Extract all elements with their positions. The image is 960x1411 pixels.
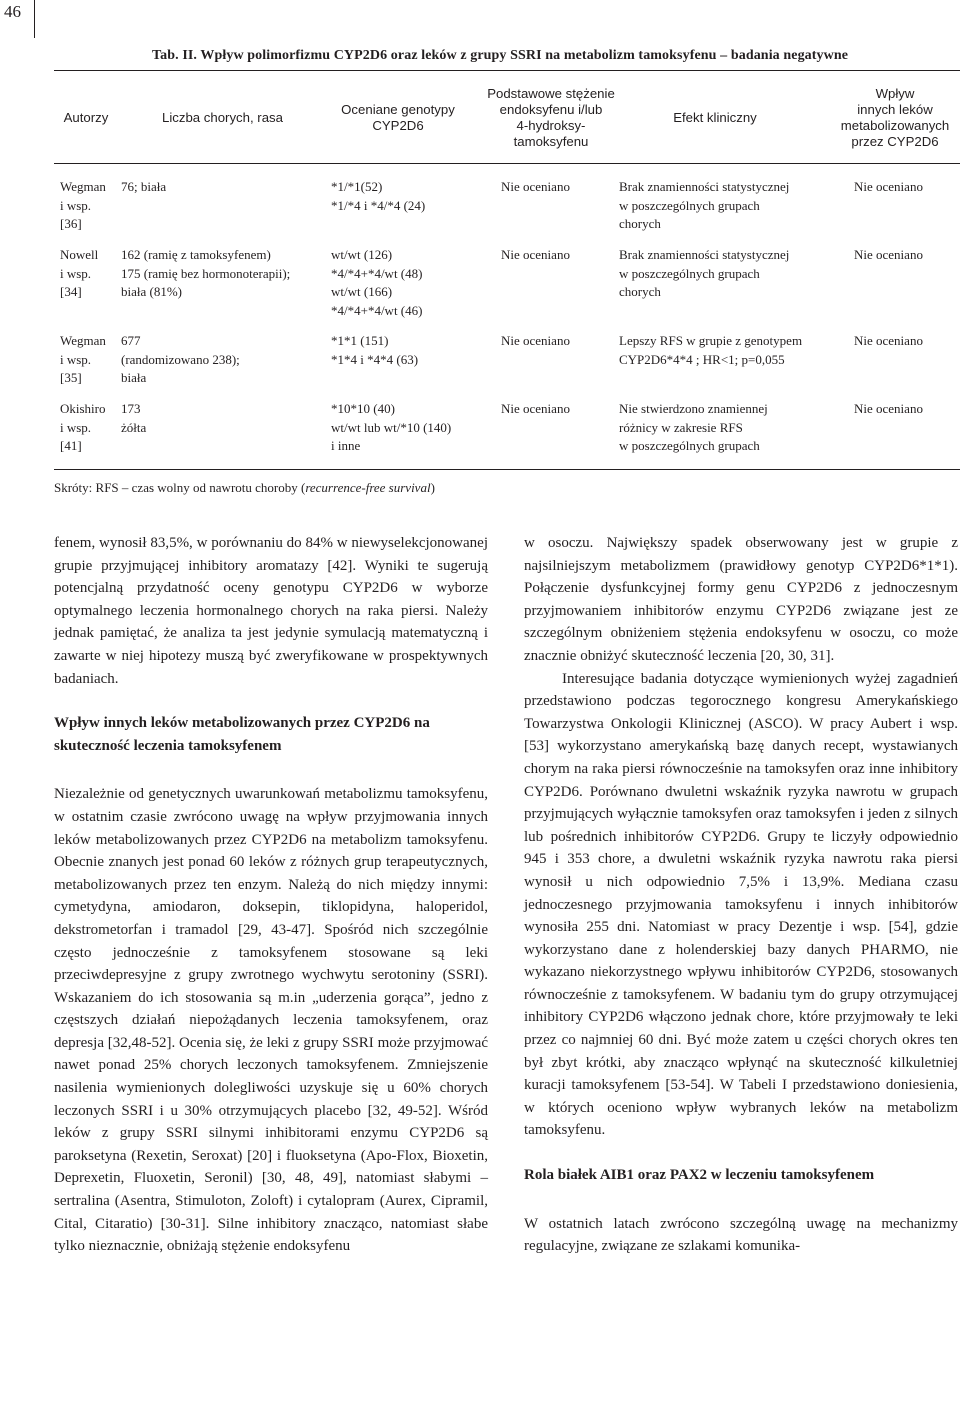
header-authors (58, 110, 114, 126)
cell-effect (619, 400, 768, 456)
spacer (524, 1142, 958, 1164)
cell-genotypes-line: *1/*4 i *4/*4 (24) (331, 197, 426, 213)
cell-authors-line: i wsp. (60, 265, 92, 281)
header-line: CYP2D6 (372, 118, 424, 133)
right-text-column (524, 532, 958, 1258)
spacer (54, 690, 488, 712)
header-line: Oceniane genotypy (341, 102, 455, 117)
cell-patients (121, 400, 146, 437)
cell-patients (121, 246, 290, 302)
cell-authors-line: [36] (60, 216, 82, 231)
cell-authors-line: i wsp. (60, 197, 92, 213)
header-line: przez CYP2D6 (851, 134, 939, 149)
cell-patients-line: (randomizowano 238); (121, 351, 240, 367)
table-title: Tab. II. Wpływ polimorfizmu CYP2D6 oraz leków z grupy SSRI na metabolizm tamoksyfenu – badania negatywne (152, 48, 849, 63)
footnote-italic: recurrence-free survival (305, 480, 431, 495)
footnote-text: Skróty: RFS – czas wolny od nawrotu choroby ( (54, 480, 306, 495)
cell-patients-line: 173 (121, 401, 141, 416)
cell-authors-line: Wegman (60, 179, 106, 194)
cell-genotypes-line: *1*4 i *4*4 (63) (331, 351, 419, 367)
header-line: innych leków (857, 102, 933, 117)
header-line: metabolizowanych (840, 118, 950, 133)
header-line: Efekt kliniczny (673, 110, 757, 125)
cell-authors-line: Wegman (60, 333, 106, 348)
table-top-rule (54, 70, 960, 71)
cell-genotypes-line: *1*1 (151) (331, 333, 389, 348)
header-line: Autorzy (63, 110, 109, 125)
cell-concentration (501, 332, 570, 351)
cell-authors (60, 178, 106, 234)
paragraph: Niezależnie od genetycznych uwarunkowań metabolizmu tamoksyfenu, w ostatnim czasie zwrócono uwagę na wpływ przyjmowania innych leków metabolizowanych przez CYP2D6 na metabolizm tamoksyfenu. Obecnie znanych jest ponad 60 leków z różnych grup terapeutycznych, metabolizowanych przez ten enzym. Należą do nich między innymi: cymetydyna, amiodaron, doksepin, tiklopidyna, haloperidol, dekstrometorfan i tramadol [29, 43-47]. Spośród nich szczególnie często jednocześnie z tamoksyfenem stosowane są leki przeciwdepresyjne z grupy zwrotnego wychwytu serotoniny (SSRI). Wskazaniem do ich stosowania są m.in „uderzenia gorąca”, jedno z częstszych działań niepożądanych leczenia tamoksyfenem, oraz depresja [32,48-52]. Ocenia się, że leki z grupy SSRI może przyjmować nawet ponad 25% chorych leczonych tamoksyfenem. Zmniejszenie nasilenia wymienionych dolegliwości uzyskuje się u 60% chorych leczonych SSRI i u 30% otrzymujących placebo [32, 49-52]. Wśród leków z grupy SSRI silnymi inhibitorami enzymu CYP2D6 są paroksetyna (Rexetin, Seroxat) [20] i fluoksetyna (Apo-Flox, Bioxetin, Deprexetin, Fluoxetin, Seronil) [30, 48, 49], natomiast słabymi – sertralina (Asentra, Stimuloton, Zoloft) i cytalopram (Aurex, Cipramil, Cital, Citaratio) [30-31]. Silne inhibitory znacząco, natomiast słabe tylko nieznacznie, obniżają stężenie endoksyfenu (54, 786, 488, 1255)
cell-patients-line: biała (121, 370, 147, 385)
cell-effect-line: Brak znamienności statystycznej (619, 179, 790, 194)
cell-authors-line: i wsp. (60, 351, 92, 367)
header-line: Podstawowe stężenie (487, 86, 615, 101)
cell-effect (619, 246, 789, 302)
cell-other (854, 246, 923, 265)
cell-effect-line: chorych (619, 284, 661, 299)
header-patients (150, 110, 295, 126)
header-line: Wpływ (875, 86, 915, 101)
cell-authors-line: Okishiro (60, 401, 106, 416)
cell-authors-line: Nowell (60, 247, 99, 262)
cell-patients (121, 178, 166, 197)
cell-effect (619, 332, 802, 369)
page-number: 46 (4, 2, 21, 21)
header-line: Liczba chorych, rasa (162, 110, 283, 125)
cell-patients-line: 677 (121, 333, 141, 348)
cell-patients-line: 76; biała (121, 179, 167, 194)
cell-effect (619, 178, 789, 234)
cell-effect-line: Lepszy RFS w grupie z genotypem (619, 333, 803, 348)
cell-other-line: Nie oceniano (854, 247, 923, 262)
cell-other-line: Nie oceniano (854, 333, 923, 348)
cell-effect-line: różnicy w zakresie RFS (619, 419, 743, 435)
cell-concentration (501, 178, 570, 197)
paragraph: w osoczu. Największy spadek obserwowany jest w grupie z najsilniejszym metabolizmem (prawidłowy genotyp CYP2D6*1*1). Połączenie dysfunkcyjnej formy genu CYP2D6 z jednoczesnym przyjmowaniem inhibitorów enzymu CYP2D6 związane jest ze szczególnym obniżeniem stężenia endoksyfenu w osoczu, co może znacznie obniżyć skuteczność leczenia [20, 30, 31]. (524, 535, 958, 664)
cell-effect-line: chorych (619, 216, 661, 231)
header-other-drugs (830, 86, 960, 150)
table-bottom-rule (54, 469, 960, 470)
cell-concentration-line: Nie oceniano (501, 247, 570, 262)
cell-genotypes (331, 178, 425, 215)
header-line: endoksyfenu i/lub (499, 102, 603, 117)
cell-authors (60, 246, 98, 302)
section-heading: Rola białek AIB1 oraz PAX2 w leczeniu tamoksyfenem (524, 1167, 875, 1184)
cell-other-line: Nie oceniano (854, 179, 923, 194)
table-header-rule (54, 163, 960, 164)
cell-patients-line: 175 (ramię bez hormonoterapii); (121, 265, 291, 281)
cell-genotypes-line: *4/*4+*4/wt (46) (331, 302, 423, 318)
cell-effect-line: CYP2D6*4*4 ; HR<1; p=0,055 (619, 351, 785, 367)
cell-concentration-line: Nie oceniano (501, 333, 570, 348)
cell-genotypes (331, 400, 451, 456)
paragraph: Interesujące badania dotyczące wymienionych wyżej zagadnień przedstawiono podczas tegorocznego kongresu Amerykańskiego Towarzystwa Onkologii Klinicznej (ASCO). W pracy Aubert i wsp. [53] wykorzystano amerykańską bazę danych recept, wystawianych chorym na raka piersi równocześnie na tamoksyfen oraz inne inhibitory CYP2D6. Porównano dwuletni wskaźnik ryzyka nawrotu w grupach przyjmujących wyłącznie tamoksyfen oraz tamoksyfen i jeden z silnych lub pośrednich inhibitorów CYP2D6. Grupy te liczyły odpowiednio 945 i 353 chore, a dwuletni wskaźnik ryzyka nawrotu raka piersi wynosił u nich odpowiednio 7,5% i 13,9%. Mediana czasu jednoczesnego przyjmowania tamoksyfenu i innych inhibitorów wynosiła 255 dni. Natomiast w pracy Dezentje i wsp. [54], gdzie wykorzystano dane z holenderskiej bazy danych PHARMO, nie wykazano niekorzystnego wpływu inhibitorów CYP2D6, stosowanych równocześnie z tamoksyfenem. W badaniu tym do grupy otrzymującej inhibitory CYP2D6 włączono jednak chore, które przyjmowały te leki przez co najmniej 60 dni. Być może zatem u części chorych okres ten był zbyt krótki, aby znacząco wpłynąć na skuteczność kilkuletniej kuracji tamoksyfenem [53-54]. W Tabeli I przedstawiono doniesienia, w których oceniono wpływ wybranych leków na metabolizm tamoksyfenu. (524, 670, 958, 1139)
cell-authors-line: [34] (60, 284, 82, 299)
cell-genotypes-line: *1/*1(52) (331, 179, 383, 194)
cell-effect-line: w poszczególnych grupach (619, 197, 760, 213)
cell-genotypes (331, 332, 418, 369)
cell-effect-line: Nie stwierdzono znamiennej (619, 401, 768, 416)
cell-authors-line: [35] (60, 370, 82, 385)
cell-genotypes-line: i inne (331, 438, 361, 453)
paragraph: W ostatnich latach zwrócono szczególną uwagę na mechanizmy regulacyjne, związane ze szlakami komunika- (524, 1215, 958, 1255)
cell-authors (60, 332, 106, 388)
header-line: tamoksyfenu (513, 134, 589, 149)
cell-concentration (501, 400, 570, 419)
cell-other (854, 332, 923, 351)
cell-patients-line: biała (81%) (121, 284, 183, 299)
cell-patients-line: 162 (ramię z tamoksyfenem) (121, 247, 271, 262)
table-footnote (54, 480, 435, 496)
header-line: 4-hydroksy- (516, 118, 586, 133)
cell-authors-line: i wsp. (60, 419, 92, 435)
cell-other (854, 178, 923, 197)
spacer (54, 757, 488, 783)
cell-authors-line: [41] (60, 438, 82, 453)
cell-authors (60, 400, 106, 456)
paragraph: fenem, wynosił 83,5%, w porównaniu do 84% w niewyselekcjonowanej grupie przyjmującej inhibitory aromatazy [42]. Wyniki te sugerują potencjalną przydatność oceny genotypu CYP2D6 w wyborze optymalnego leczenia hormonalnego chorych na raka piersi. Należy jednak pamiętać, że analiza ta jest jedynie symulacją matematyczną i zawarte w niej hipotezy muszą być zweryfikowane w prospektywnych badaniach. (54, 535, 488, 687)
header-genotypes (328, 102, 468, 134)
cell-patients-line: żółta (121, 419, 147, 435)
cell-genotypes (331, 246, 422, 320)
cell-concentration-line: Nie oceniano (501, 401, 570, 416)
cell-genotypes-line: *10*10 (40) (331, 401, 395, 416)
cell-effect-line: w poszczególnych grupach (619, 265, 760, 281)
cell-effect-line: w poszczególnych grupach (619, 438, 760, 453)
header-clinical-effect (640, 110, 790, 126)
cell-genotypes-line: wt/wt lub wt/*10 (140) (331, 419, 452, 435)
left-text-column (54, 532, 488, 1258)
cell-genotypes-line: wt/wt (166) (331, 284, 393, 299)
cell-patients (121, 332, 240, 388)
cell-effect-line: Brak znamienności statystycznej (619, 247, 790, 262)
cell-concentration-line: Nie oceniano (501, 179, 570, 194)
cell-genotypes-line: *4/*4+*4/wt (48) (331, 265, 423, 281)
cell-genotypes-line: wt/wt (126) (331, 247, 393, 262)
header-divider (34, 0, 35, 38)
footnote-end: ) (430, 480, 435, 495)
cell-other-line: Nie oceniano (854, 401, 923, 416)
cell-other (854, 400, 923, 419)
header-concentration (484, 86, 618, 150)
spacer (524, 1187, 958, 1213)
cell-concentration (501, 246, 570, 265)
section-heading: Wpływ innych leków metabolizowanych przez CYP2D6 na skuteczność leczenia tamoksyfenem (54, 715, 430, 754)
